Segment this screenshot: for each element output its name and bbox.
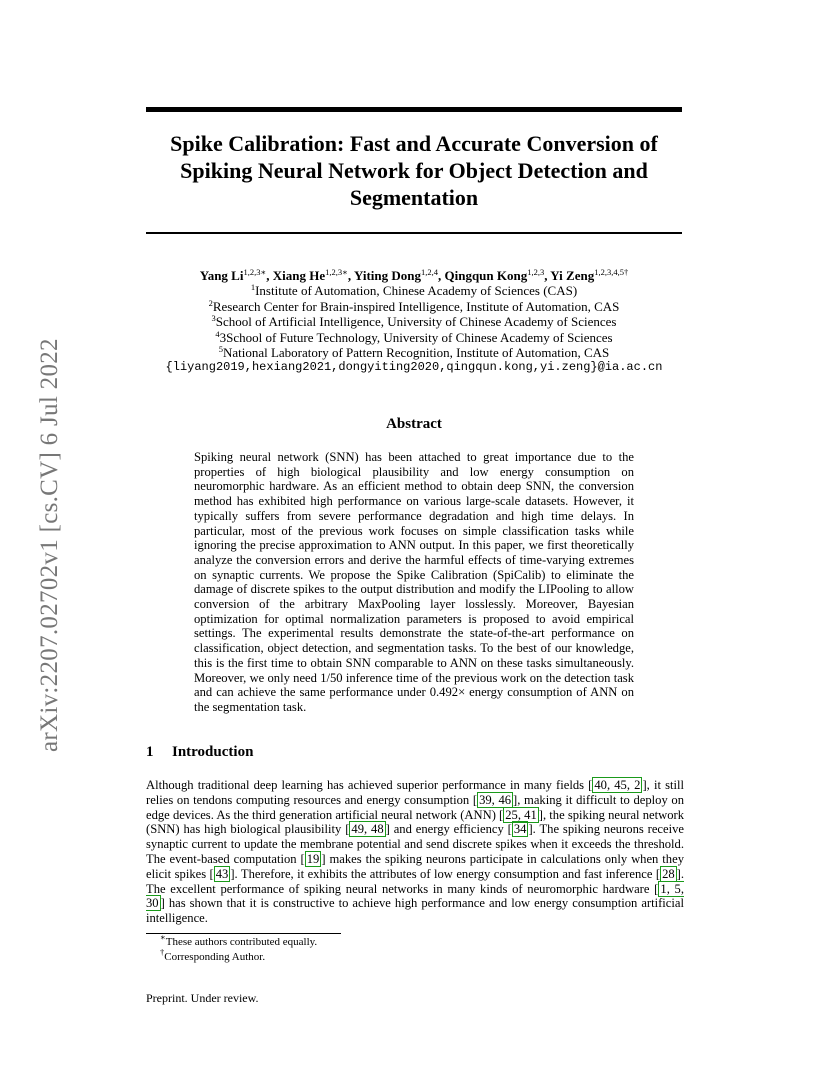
arxiv-stamp: arXiv:2207.02702v1 [cs.CV] 6 Jul 2022 <box>36 338 63 752</box>
paper-title <box>146 130 682 211</box>
citation-link[interactable]: 49, 48 <box>351 822 384 837</box>
affiliation: $^5$National Laboratory of Pattern Recognition, Institute of Automation, CAS <box>218 344 610 361</box>
title-line: Spiking Neural Network for Object Detection and <box>180 158 648 183</box>
author-affil-sup: 1,2,3∗ <box>243 267 267 277</box>
introduction-paragraph: Although traditional deep learning has achieved superior performance in many fields [ 40, 45, 2 ], it still relies on tendons computing resources and energy consumption [ 39, 46 ], making it difficult to deploy on edge devices. As the third generation artificial neural network (ANN) [ 25, 41 ], the spiking neural network (SNN) has high biological plausibility [ 49, 48 ] and energy efficiency [ 34 ]. The spiking neurons receive synaptic current to update the membrane potential and send discrete spikes when it exceeds the threshold. The event-based computation [ 19 ] makes the spiking neurons participate in calculations only when they elicit spikes [ 43 ]. Therefore, it exhibits the attributes of low energy consumption and fast inference [ 28 ]. The excellent performance of spiking neural networks in many kinds of neuromorphic hardware [ 1, 5, 30 ] has shown that it is constructive to achieve high performance and low energy consumption artificial intelligence. <box>146 778 685 926</box>
author-names: Yang $Li^{1,2,3∗}$, Xiang $He^{1,2,3∗}$, Yiting Dong$^{1,2,4}$, Qingqun Kong$^{1,2,3}$, Yi Zeng$^{1,2,3,4,5\dagger}$ <box>199 267 629 283</box>
title-line: Segmentation <box>349 185 479 210</box>
author-block <box>146 268 682 376</box>
affiliation: $^3$School of Artificial Intelligence, University of Chinese Academy of Sciences <box>211 313 617 330</box>
preprint-note: Preprint. Under review. <box>146 991 259 1005</box>
author-affil-sup: 1,2,3,4,5† <box>594 267 629 277</box>
citation-link[interactable]: 19 <box>306 851 320 866</box>
section-title: Introduction <box>172 744 254 760</box>
citation-link[interactable]: 43 <box>215 866 229 881</box>
citation-link[interactable]: 1, 5, 30 <box>146 881 684 911</box>
author-affil-sup: 1,2,3 <box>527 267 545 277</box>
title-top-rule <box>146 107 682 112</box>
title-bottom-rule <box>146 232 682 234</box>
author-name: Yiting Dong <box>353 268 421 283</box>
author-emails: {liyang2019,hexiang2021,dongyiting2020,qingqun.kong,yi.zeng}@ia.ac.cn <box>165 360 663 375</box>
author-name: Yang Li <box>199 268 244 283</box>
citation-link[interactable]: 25, 41 <box>505 807 537 822</box>
citation-link[interactable]: 40, 45, 2 <box>594 778 641 792</box>
abstract-body: Spiking neural network (SNN) has been attached to great importance due to the properties of high biological plausibility and low energy consumption on neuromorphic hardware. As an efficient method to obtain deep SNN, the conversion method has exhibited high performance on various large-scale datasets. However, it typically suffers from severe performance degradation and high time delays. In particular, most of the previous work focuses on simple classification tasks while ignoring the precise approximation to ANN output. In this paper, we first theoretically analyze the conversion errors and derive the harmful effects of time-varying extremes on synaptic currents. We propose the Spike Calibration (SpiCalib) to eliminate the damage of discrete spikes to the output distribution and modify the LIPooling to allow conversion of the arbitrary MaxPooling layer losslessly. Moreover, Bayesian optimization for optimal normalization parameters is proposed to avoid empirical settings. The experimental results demonstrate the state-of-the-art performance on classification, object detection, and segmentation tasks. To the best of our knowledge, this is the first time to obtain SNN comparable to ANN on these tasks simultaneously. Moreover, we only need 1/50 inference time of the previous work on the detection task and can achieve the same performance under 0.492× energy consumption of ANN on the segmentation task. <box>194 450 634 714</box>
footnote-rule <box>146 933 341 934</box>
citation-link[interactable]: 34 <box>513 822 527 837</box>
affiliation: $^2$Research Center for Brain-inspired Intelligence, Institute of Automation, CAS <box>208 297 620 314</box>
section-heading-introduction <box>146 744 253 761</box>
affiliation: $^4$3School of Future Technology, University of Chinese Academy of Sciences <box>215 328 613 345</box>
author-name: Yi Zeng <box>550 268 595 283</box>
author-name: Xiang He <box>272 268 326 283</box>
title-line: Spike Calibration: Fast and Accurate Conversion of <box>170 131 658 156</box>
citation-link[interactable]: 28 <box>662 866 675 881</box>
author-name: Qingqun Kong <box>444 268 528 283</box>
footnote: ∗These authors contributed equally. <box>160 932 318 948</box>
footnote: †Corresponding Author. <box>160 947 266 963</box>
affiliation: $^1$Institute of Automation, Chinese Academy of Sciences (CAS) <box>250 282 578 299</box>
section-number: 1 <box>146 744 154 760</box>
abstract-heading: Abstract <box>386 416 442 432</box>
author-affil-sup: 1,2,3∗ <box>325 267 348 277</box>
citation-link[interactable]: 39, 46 <box>479 792 512 807</box>
author-affil-sup: 1,2,4 <box>421 267 438 277</box>
